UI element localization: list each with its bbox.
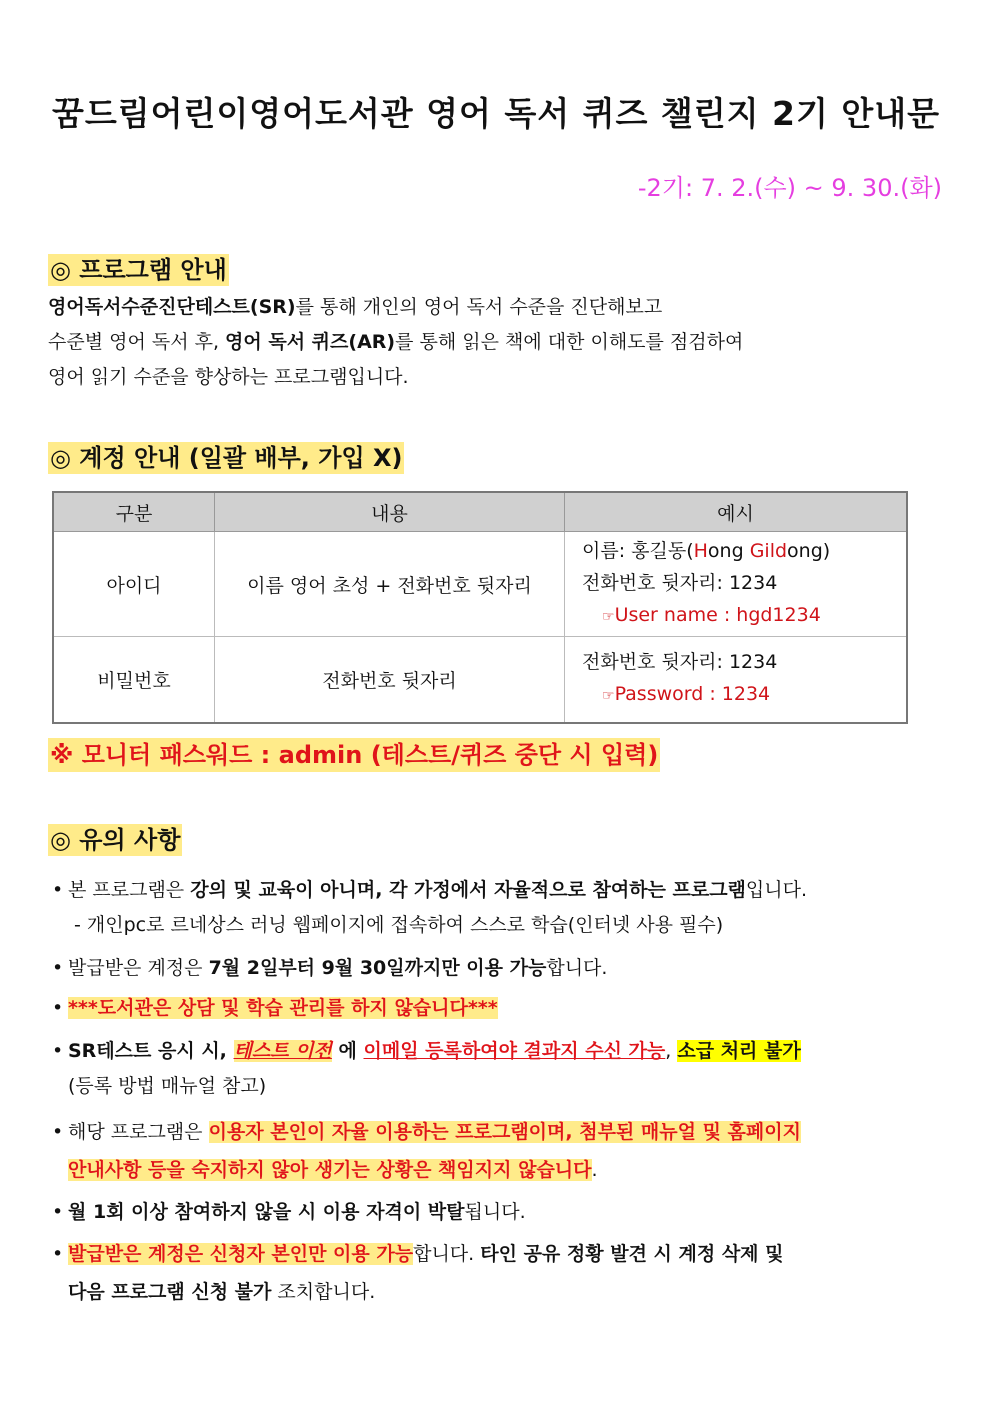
row-example-password [565, 637, 908, 723]
col-header-example: 예시 [565, 492, 908, 532]
note-3: • ***도서관은 상담 및 학습 관리를 하지 않습니다*** [52, 997, 498, 1019]
notes-heading: ◎ 유의 사항 [50, 826, 181, 854]
table-header-row [53, 492, 907, 532]
program-line-3: 영어 읽기 수준을 향상하는 프로그램입니다. [48, 366, 409, 388]
note-1: • 본 프로그램은 강의 및 교육이 아니며, 각 가정에서 자율적으로 참여하는 프로그램입니다. - 개인pc로 르네상스 러닝 웹페이지에 접속하여 스스로 학습(인터넷 사용 필수) [52, 879, 808, 936]
program-line-2: 수준별 영어 독서 후, 영어 독서 퀴즈(AR)를 통해 읽은 책에 대한 이해도를 점검하여 [48, 331, 744, 353]
account-heading: ◎ 계정 안내 (일괄 배부, 가입 X) [50, 444, 403, 472]
program-period: -2기: 7. 2.(수) ~ 9. 30.(화) [637, 174, 942, 202]
note-5: • 해당 프로그램은 이용자 본인이 자율 이용하는 프로그램이며, 첨부된 매뉴얼 및 홈페이지 안내사항 등을 숙지하지 않아 생기는 상황은 책임지지 않습니다. [52, 1121, 801, 1181]
row-label-id: 아이디 [53, 532, 215, 637]
page-title: 꿈드림어린이영어도서관 영어 독서 퀴즈 챌린지 2기 안내문 [52, 94, 940, 133]
note-6: • 월 1회 이상 참여하지 않을 시 이용 자격이 박탈됩니다. [52, 1201, 526, 1223]
col-header-content: 내용 [215, 492, 565, 532]
example-username: ☞User name : hgd1234 [602, 604, 821, 626]
example-phone: 전화번호 뒷자리: 1234 [582, 572, 778, 594]
col-header-category: 구분 [53, 492, 215, 532]
pointing-hand-icon: ☞ [602, 609, 615, 625]
example-name: 이름: 홍길동(Hong Gildong) [582, 540, 831, 562]
note-2: • 발급받은 계정은 7월 2일부터 9월 30일까지만 이용 가능합니다. [52, 957, 608, 979]
program-heading: ◎ 프로그램 안내 [50, 256, 227, 284]
pointing-hand-icon: ☞ [602, 688, 615, 705]
program-description [48, 290, 743, 395]
row-content-id: 이름 영어 초성 + 전화번호 뒷자리 [215, 532, 565, 637]
account-table [52, 491, 908, 724]
note-7: • 발급받은 계정은 신청자 본인만 이용 가능합니다. 타인 공유 정황 발견 시 계정 삭제 및 다음 프로그램 신청 불가 조치합니다. [52, 1243, 784, 1303]
table-row-id [53, 532, 907, 637]
table-row-password [53, 637, 907, 723]
monitor-password-note: ※ 모니터 패스워드 : admin (테스트/퀴즈 중단 시 입력) [48, 738, 660, 772]
row-content-password: 전화번호 뒷자리 [215, 637, 565, 723]
program-line-1: 영어독서수준진단테스트(SR)를 통해 개인의 영어 독서 수준을 진단해보고 [48, 296, 663, 318]
note-4: • SR테스트 응시 시, 테스트 이전 에 이메일 등록하여야 결과지 수신 가능, 소급 처리 불가 (등록 방법 매뉴얼 참고) [52, 1040, 801, 1097]
row-example-id [565, 532, 908, 637]
example-phone-2: 전화번호 뒷자리: 1234 [582, 651, 778, 674]
row-label-password: 비밀번호 [53, 637, 215, 723]
example-password: ☞Password : 1234 [602, 683, 771, 706]
